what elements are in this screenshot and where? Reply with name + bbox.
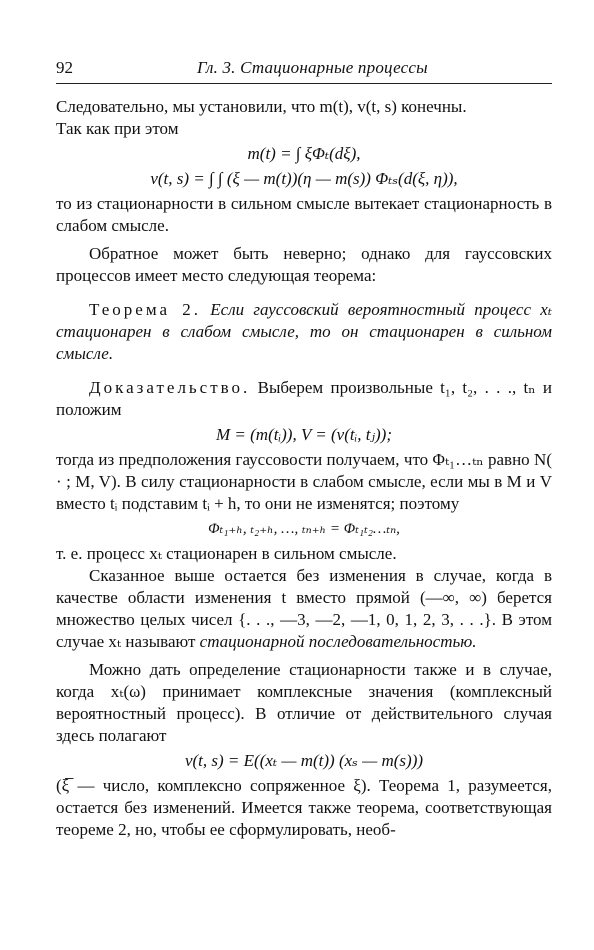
proof-start [56, 377, 552, 421]
paragraph-7 [56, 565, 552, 653]
paragraph-1-line-a: Следовательно, мы установили, что m(t), v(t, s) конечны. [56, 97, 467, 116]
paragraph-5: тогда из предположения гауссовости получаем, что Φₜ₁…ₜₙ равно N( · ; M, V). В силу стационарности в слабом смысле, если мы в M и V вместо tᵢ подставим tᵢ + h, то они не изменятся; поэтому [56, 450, 552, 513]
paragraph-8: Можно дать определение стационарности также и в случае, когда xₜ(ω) принимает комплексные значения (комплексный вероятностный процесс). В отличие от действительного случая здесь полагают [56, 660, 552, 745]
paragraph-7-text: Сказанное выше остается без изменения в случае, когда в качестве области изменения t вместо прямой (—∞, ∞) берется множество целых чисел {. . ., —3, —2, —1, 0, 1, 2, 3, . . .}. В этом случае xₜ называют [56, 566, 552, 651]
paragraph-1 [56, 96, 552, 140]
theorem-label: Теорема 2. [89, 300, 202, 319]
paragraph-9: (ξ̅ — число, комплексно сопряженное ξ). Теорема 1, разумеется, остается без изменений. Имеется также теорема, соответствующая теореме 2, но, чтобы ее сформулировать, необ- [56, 776, 552, 839]
paragraph-1-line-b: Так как при этом [56, 119, 179, 138]
proof-label: Доказательство. [89, 378, 251, 397]
formula-distribution-shift: Φₜ₁₊ₕ, ₜ₂₊ₕ, …, ₜₙ₊ₕ = Φₜ₁ₜ₂…ₜₙ, [208, 521, 400, 537]
formula-mean-cov-matrices: M = (m(tᵢ)), V = (v(tᵢ, tⱼ)); [216, 425, 392, 444]
paragraph-3: Обратное может быть неверно; однако для гауссовских процессов имеет место следующая теорема: [56, 244, 552, 285]
paragraph-6: т. е. процесс xₜ стационарен в сильном смысле. [56, 544, 397, 563]
running-title: Гл. 3. Стационарные процессы [197, 58, 428, 77]
page-body [56, 96, 552, 841]
proof-text: Выберем произвольные t₁, t₂, . . ., tₙ и положим [56, 378, 552, 419]
theorem-statement: Если гауссовский вероятностный процесс xₜ стационарен в слабом смысле, то он стационарен в сильном смысле. [56, 300, 553, 363]
paragraph-7-term: стационарной последовательностью. [199, 632, 477, 651]
paragraph-2: то из стационарности в сильном смысле вытекает стационарность в слабом смысле. [56, 194, 552, 235]
formula-complex-covariance: v(t, s) = E((xₜ — m(t)) (xₛ — m(s))) [184, 751, 424, 770]
page-number: 92 [56, 58, 73, 77]
formula-covariance: v(t, s) = ∫ ∫ (ξ — m(t))(η — m(s)) Φₜₛ(d(ξ, η)), [150, 169, 458, 188]
page-header [56, 58, 552, 82]
formula-mean: m(t) = ∫ ξΦₜ(dξ), [247, 144, 361, 163]
header-rule [56, 83, 552, 84]
theorem-2 [56, 299, 552, 365]
